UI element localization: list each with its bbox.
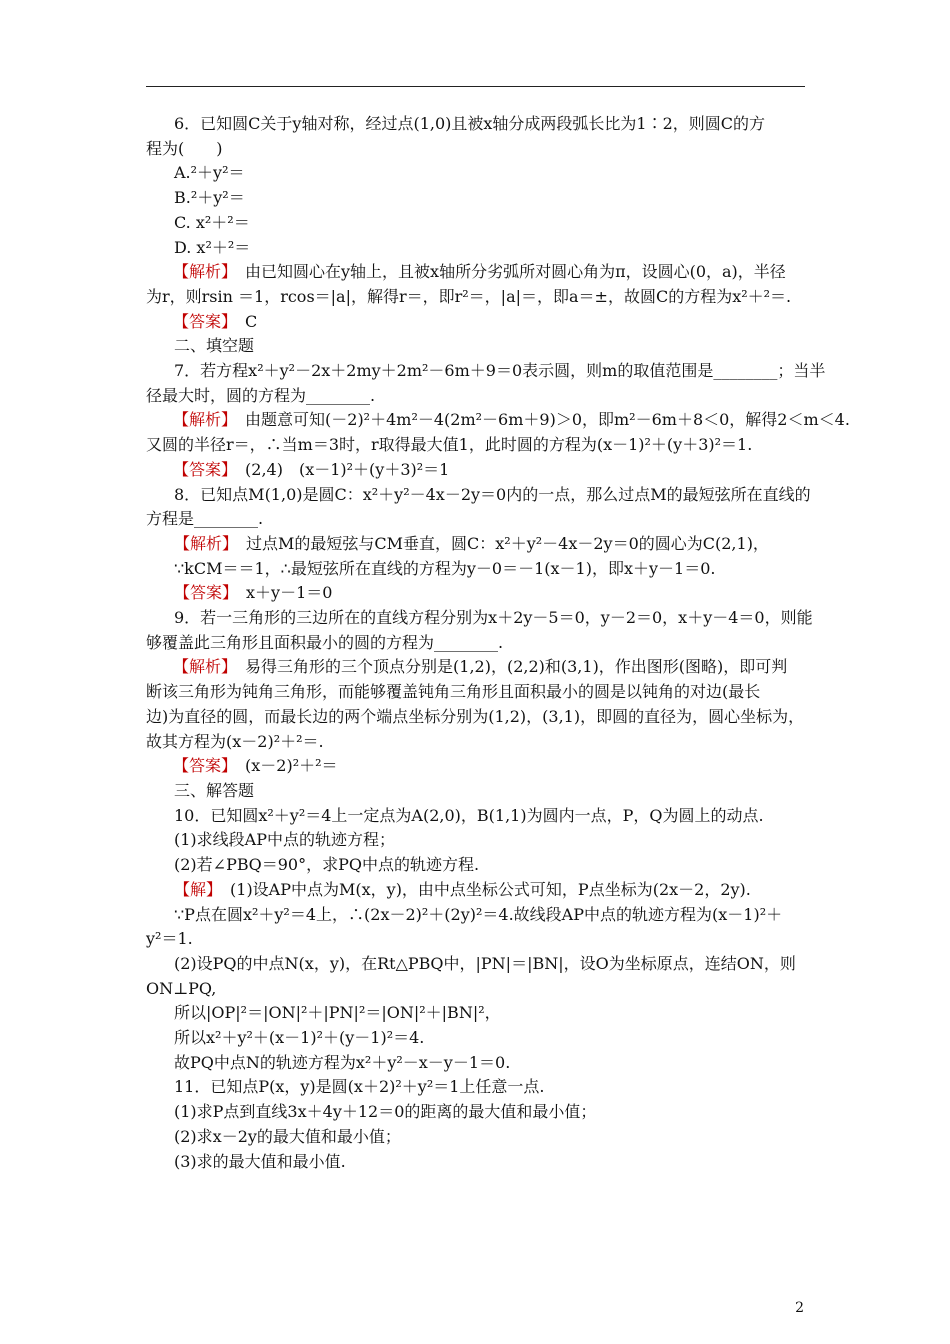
section-tag: 【解】 — [174, 879, 215, 899]
solution-line — [146, 260, 808, 285]
text-line — [146, 1125, 808, 1150]
text-line — [146, 705, 808, 730]
line-text: 8．已知点M(1,0)是圆C：x²＋y²－4x－2y＝0内的一点，那么过点M的最短弦所在直线的 — [174, 484, 811, 504]
line-text: x＋y－1＝0 — [230, 583, 333, 603]
section-tag: 【解析】 — [173, 410, 230, 430]
line-text: 够覆盖此三角形且面积最小的圆的方程为________. — [146, 632, 504, 652]
line-text: y²＝1. — [146, 929, 193, 949]
solution-line — [146, 408, 850, 433]
line-text: D. x²＋²＝ — [174, 237, 251, 257]
text-line — [146, 433, 808, 458]
solution-line — [146, 754, 808, 779]
line-text: 程为( ) — [146, 138, 223, 158]
line-text: A.²＋y²＝ — [174, 163, 245, 183]
text-line — [146, 483, 811, 508]
solution-line — [146, 310, 808, 335]
text-line — [146, 903, 808, 928]
text-line — [146, 1100, 808, 1125]
line-text: 11．已知点P(x，y)是圆(x＋2)²＋y²＝1上任意一点. — [174, 1077, 545, 1097]
section-tag: 【答案】 — [174, 583, 231, 603]
text-line — [146, 853, 808, 878]
text-line — [146, 236, 808, 261]
line-text: 又圆的半径r＝，∴当m＝3时，r取得最大值1，此时圆的方程为(x－1)²＋(y＋3)²＝1. — [146, 435, 753, 455]
line-text: 为r，则rsin ＝1，rcos＝|a|，解得r＝，即r²＝，|a|＝，即a＝±，故圆C的方程为x²＋²＝. — [146, 286, 792, 306]
text-line — [146, 112, 808, 137]
line-text: 故PQ中点N的轨迹方程为x²＋y²－x－y－1＝0. — [174, 1052, 511, 1072]
page-number: 2 — [795, 1300, 804, 1316]
line-text: 由已知圆心在y轴上，且被x轴所分劣弧所对圆心角为π，设圆心(0，a)，半径 — [229, 262, 786, 282]
line-text: ON⊥PQ, — [146, 978, 217, 998]
text-line — [146, 680, 808, 705]
solution-line — [146, 655, 808, 680]
text-line — [146, 730, 808, 755]
solution-line — [146, 878, 808, 903]
text-line — [146, 1051, 808, 1076]
text-line — [146, 507, 808, 532]
text-line — [146, 384, 808, 409]
text-line — [146, 1075, 808, 1100]
text-line — [146, 359, 826, 384]
document-body — [146, 112, 850, 1174]
line-text: 6．已知圆C关于y轴对称，经过点(1,0)且被x轴分成两段弧长比为1∶2，则圆C的方 — [174, 114, 766, 133]
line-text: (2)若∠PBQ＝90°，求PQ中点的轨迹方程. — [174, 855, 480, 875]
line-text: 易得三角形的三个顶点分别是(1,2)，(2,2)和(3,1)，作出图形(图略)，即可判 — [229, 657, 788, 677]
text-line — [146, 1026, 808, 1051]
text-line — [146, 285, 808, 310]
line-text: (2)设PQ的中点N(x，y)，在Rt△PBQ中，|PN|＝|BN|，设O为坐标原点，连结ON，则 — [174, 953, 796, 973]
text-line — [146, 334, 808, 359]
line-text: (1)求线段AP中点的轨迹方程； — [174, 830, 395, 850]
line-text: 10．已知圆x²＋y²＝4上一定点为A(2,0)，B(1,1)为圆内一点，P，Q为圆上的动点. — [174, 805, 764, 825]
text-line — [146, 137, 808, 162]
text-line — [146, 804, 808, 829]
line-text: (x－2)²＋²＝ — [229, 756, 338, 776]
section-tag: 【解析】 — [174, 533, 231, 553]
solution-line — [146, 581, 808, 606]
text-line — [146, 779, 808, 804]
section-tag: 【解析】 — [173, 262, 230, 282]
line-text: 方程是________. — [146, 509, 264, 529]
text-line — [146, 1150, 808, 1175]
section-tag: 【答案】 — [173, 756, 230, 776]
text-line — [146, 1001, 808, 1026]
line-text: C. x²＋²＝ — [174, 212, 250, 232]
text-line — [146, 977, 808, 1002]
line-text: 故其方程为(x－2)²＋²＝. — [146, 731, 324, 751]
text-line — [146, 952, 808, 977]
line-text: 9．若一三角形的三边所在的直线方程分别为x＋2y－5＝0，y－2＝0，x＋y－4＝0，则能 — [174, 608, 813, 628]
section-tag: 【答案】 — [173, 311, 230, 331]
text-line — [146, 631, 808, 656]
solution-line — [146, 458, 808, 483]
solution-line — [146, 532, 808, 557]
line-text: 过点M的最短弦与CM垂直，圆C：x²＋y²－4x－2y＝0的圆心为C(2,1)， — [230, 533, 769, 553]
text-line — [146, 186, 808, 211]
line-text: 边)为直径的圆，而最长边的两个端点坐标分别为(1,2)，(3,1)，即圆的直径为，圆心坐标为， — [146, 706, 805, 726]
line-text: 所以|OP|²＝|ON|²＋|PN|²＝|ON|²＋|BN|²， — [174, 1003, 501, 1023]
text-line — [146, 161, 808, 186]
text-line — [146, 211, 808, 236]
section-tag: 【答案】 — [173, 459, 230, 479]
line-text: ∵P点在圆x²＋y²＝4上，∴(2x－2)²＋(2y)²＝4.故线段AP中点的轨迹方程为(x－1)²＋ — [174, 904, 783, 924]
text-line — [146, 927, 808, 952]
line-text: 三、解答题 — [174, 780, 255, 800]
line-text: 所以x²＋y²＋(x－1)²＋(y－1)²＝4. — [174, 1028, 425, 1048]
line-text: 由题意可知(－2)²＋4m²－4(2m²－6m＋9)＞0，即m²－6m＋8＜0，解得2＜m＜4. — [229, 410, 850, 430]
line-text: (1)求P点到直线3x＋4y＋12＝0的距离的最大值和最小值； — [174, 1102, 597, 1122]
line-text: B.²＋y²＝ — [174, 188, 245, 208]
line-text: ∵kCM＝＝1，∴最短弦所在直线的方程为y－0＝－1(x－1)，即x＋y－1＝0. — [174, 558, 716, 578]
text-line — [146, 828, 808, 853]
line-text: (1)设AP中点为M(x，y)，由中点坐标公式可知，P点坐标为(2x－2，2y). — [214, 879, 751, 899]
line-text: 径最大时，圆的方程为________. — [146, 385, 376, 405]
line-text: 二、填空题 — [174, 336, 255, 356]
section-tag: 【解析】 — [173, 657, 230, 677]
line-text: 断该三角形为钝角三角形，而能够覆盖钝角三角形且面积最小的圆是以钝角的对边(最长 — [146, 682, 761, 702]
line-text: 7．若方程x²＋y²－2x＋2my＋2m²－6m＋9＝0表示圆，则m的取值范围是________；当半 — [174, 361, 826, 381]
header-rule — [146, 86, 805, 87]
line-text: C — [229, 311, 258, 331]
line-text: (3)求的最大值和最小值. — [174, 1151, 346, 1171]
text-line — [146, 606, 813, 631]
text-line — [146, 557, 808, 582]
line-text: (2,4) (x－1)²＋(y＋3)²＝1 — [229, 459, 450, 479]
line-text: (2)求x－2y的最大值和最小值； — [174, 1126, 401, 1146]
